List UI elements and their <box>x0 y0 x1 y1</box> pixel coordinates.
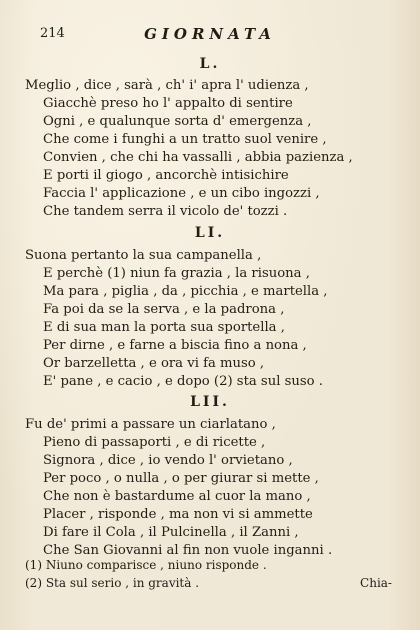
verse-line: E di sua man la porta sua sportella , <box>43 320 285 335</box>
verse-line: Fu de' primi a passare un ciarlatano , <box>25 417 276 432</box>
verse-line: Meglio , dice , sarà , ch' i' apra l' udienza , <box>25 78 309 93</box>
footnote: (1) Niuno comparisce , niuno risponde . <box>25 558 267 572</box>
verse-line: Placer , risponde , ma non vi si ammette <box>43 507 313 522</box>
verse-line: Or barzelletta , e ora vi fa muso , <box>43 356 265 371</box>
page-number: 214 <box>40 26 65 41</box>
running-title: GIORNATA <box>144 25 276 43</box>
verse-line: Ma para , piglia , da , picchia , e martella , <box>43 284 328 299</box>
verse-line: Giacchè preso ho l' appalto di sentire <box>43 96 293 111</box>
verse-line: Pieno di passaporti , e di ricette , <box>43 435 266 450</box>
verse-line: Che non è bastardume al cuor la mano , <box>43 489 311 504</box>
verse-line: E perchè (1) niun fa grazia , la risuona , <box>43 266 310 281</box>
catchword: Chia- <box>360 576 392 590</box>
verse-line: Fa poi da se la serva , e la padrona , <box>43 302 285 317</box>
verse-line: Ogni , e qualunque sorta d' emergenza , <box>43 114 312 129</box>
verse-line: Che come i funghi a un tratto suol venire , <box>43 132 327 147</box>
verse-line: Che tandem serra il vicolo de' tozzi . <box>43 204 288 219</box>
verse-line: Per poco , o nulla , o per giurar si mette , <box>43 471 319 486</box>
verse-line: E' pane , e cacio , e dopo (2) sta sul suso . <box>43 374 323 389</box>
stanza-number-lii: LII. <box>190 394 230 410</box>
verse-line: Convien , che chi ha vassalli , abbia pazienza , <box>43 150 353 165</box>
verse-line: Di fare il Cola , il Pulcinella , il Zanni , <box>43 525 299 540</box>
verse-line: Per dirne , e farne a biscia fino a nona , <box>43 338 307 353</box>
stanza-number-l: L. <box>199 56 221 72</box>
verse-line: E porti il giogo , ancorchè intisichire <box>43 168 289 183</box>
verse-line: Signora , dice , io vendo l' orvietano , <box>43 453 293 468</box>
verse-line: Che San Giovanni al fin non vuole inganni . <box>43 543 333 558</box>
stanza-number-li: LI. <box>194 225 226 241</box>
verse-line: Suona pertanto la sua campanella , <box>25 248 262 263</box>
page-header <box>40 26 380 46</box>
verse-line: Faccia l' applicazione , e un cibo ingozzi , <box>43 186 320 201</box>
footnote: (2) Sta sul serio , in gravità . <box>25 576 200 590</box>
